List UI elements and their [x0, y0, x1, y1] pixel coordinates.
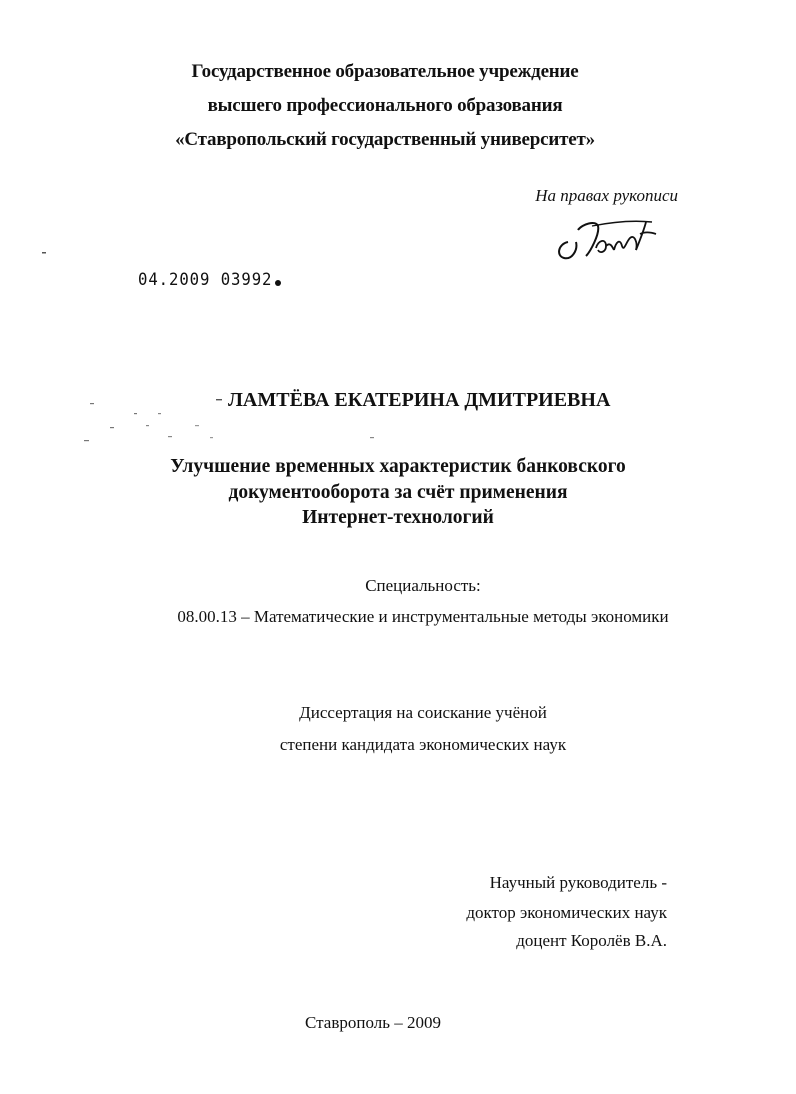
title-line-1: Улучшение временных характеристик банковского: [170, 456, 626, 477]
supervisor-line-3: доцент Королёв В.А.: [516, 931, 667, 950]
supervisor-line-2: доктор экономических наук: [466, 903, 667, 922]
stamp-dot: [275, 280, 281, 286]
institution-line-2: высшего профессионального образования: [207, 95, 563, 116]
manuscript-note: На правах рукописи: [535, 186, 678, 205]
title-line-3: Интернет-технологий: [302, 507, 494, 528]
institution-line-3: «Ставропольский государственный университет»: [175, 129, 595, 150]
institution-line-1: Государственное образовательное учреждение: [191, 61, 579, 82]
signature-image: [552, 212, 662, 268]
title-line-2: документооборота за счёт применения: [228, 482, 568, 503]
dissertation-line-1: Диссертация на соискание учёной: [299, 703, 547, 722]
dissertation-line-2: степени кандидата экономических наук: [279, 735, 567, 754]
supervisor-line-1: Научный руководитель -: [489, 873, 667, 892]
city-year: Ставрополь – 2009: [305, 1013, 441, 1032]
author-name: ЛАМТЁВА ЕКАТЕРИНА ДМИТРИЕВНА: [228, 389, 611, 411]
registration-stamp: 04.2009 03992: [138, 270, 273, 290]
specialty-value: 08.00.13 – Математические и инструментальные методы экономики: [177, 607, 669, 626]
specialty-label: Специальность:: [365, 576, 481, 595]
